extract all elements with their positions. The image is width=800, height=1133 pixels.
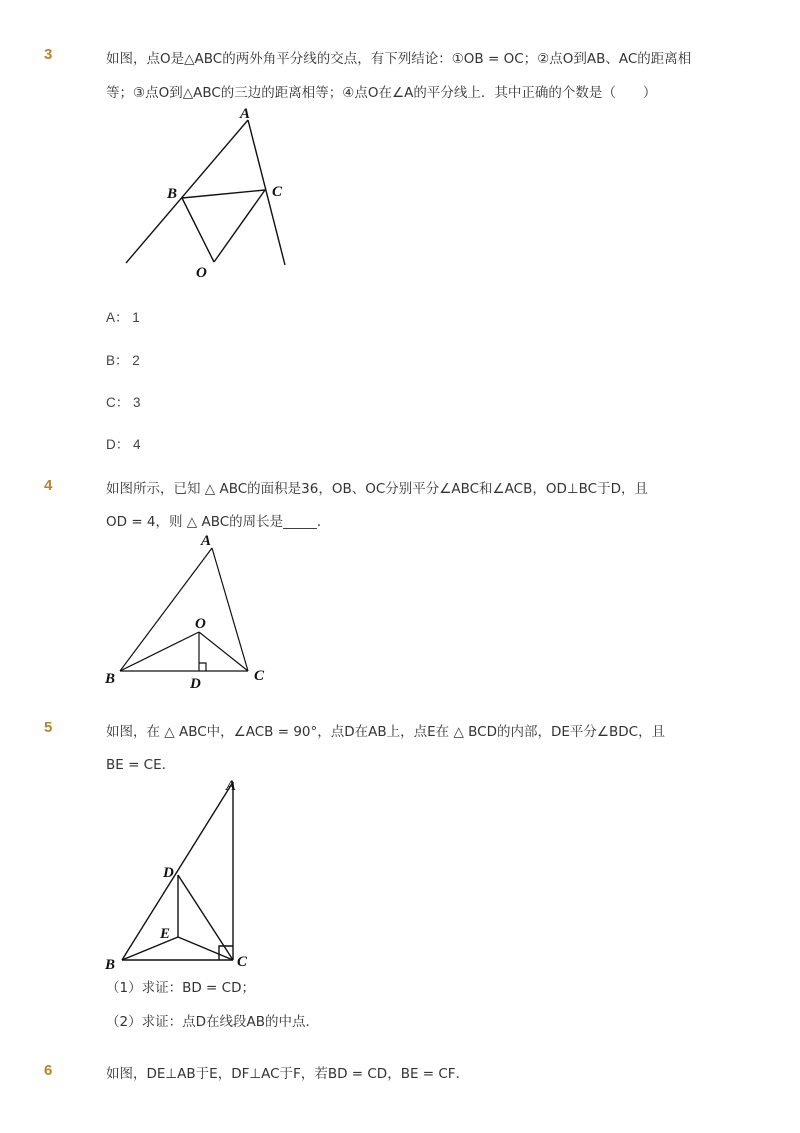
q3-option-a[interactable]: A： 1: [106, 310, 140, 325]
question-number-5: 5: [44, 719, 53, 736]
q5-figure: [100, 770, 260, 979]
q5-subquestion-2: （2）求证：点D在线段AB的中点．: [106, 1014, 319, 1030]
q3-label-b: B: [167, 186, 178, 202]
q4-text-line-1: 如图所示，已知 △ ABC的面积是36，OB、OC分别平分∠ABC和∠ACB，OD⊥BC于D，且: [106, 481, 648, 497]
q5-label-b: B: [105, 957, 116, 973]
q3-figure: [110, 100, 310, 289]
q4-label-d: D: [190, 676, 201, 692]
q5-label-a: A: [226, 778, 237, 794]
q3-option-c[interactable]: C： 3: [106, 395, 141, 410]
q5-text-line-2: BE = CE．: [106, 757, 176, 773]
q4-figure: [100, 530, 280, 699]
q4-label-c: C: [254, 668, 265, 684]
q3-text-line-1: 如图，点O是△ABC的两外角平分线的交点，有下列结论：①OB = OC；②点O到AB、AC的距离相: [106, 51, 692, 67]
q3-label-a: A: [240, 106, 251, 122]
q5-text-line-1: 如图，在 △ ABC中，∠ACB = 90°，点D在AB上，点E在 △ BCD的内部，DE平分∠BDC，且: [106, 724, 666, 740]
q4-label-b: B: [105, 671, 116, 687]
q3-option-d[interactable]: D： 4: [106, 437, 141, 452]
q5-label-c: C: [237, 954, 248, 970]
q4-label-a: A: [201, 533, 212, 549]
q6-text-line-1: 如图，DE⊥AB于E，DF⊥AC于F，若BD = CD，BE = CF．: [106, 1066, 470, 1082]
question-number-6: 6: [44, 1062, 53, 1079]
q5-label-d: D: [163, 865, 174, 881]
q5-subquestion-1: （1）求证：BD = CD；: [106, 980, 255, 996]
q4-label-o: O: [195, 616, 206, 632]
q4-text-line-2: OD = 4，则 △ ABC的周长是_____．: [106, 514, 331, 530]
question-number-3: 3: [44, 46, 53, 63]
question-number-4: 4: [44, 477, 53, 494]
q3-label-c: C: [272, 184, 283, 200]
q3-text-line-2: 等；③点O到△ABC的三边的距离相等；④点O在∠A的平分线上．其中正确的个数是（ ）: [106, 85, 657, 101]
q3-label-o: O: [196, 265, 207, 281]
q5-label-e: E: [160, 926, 171, 942]
q3-option-b[interactable]: B： 2: [106, 353, 140, 368]
